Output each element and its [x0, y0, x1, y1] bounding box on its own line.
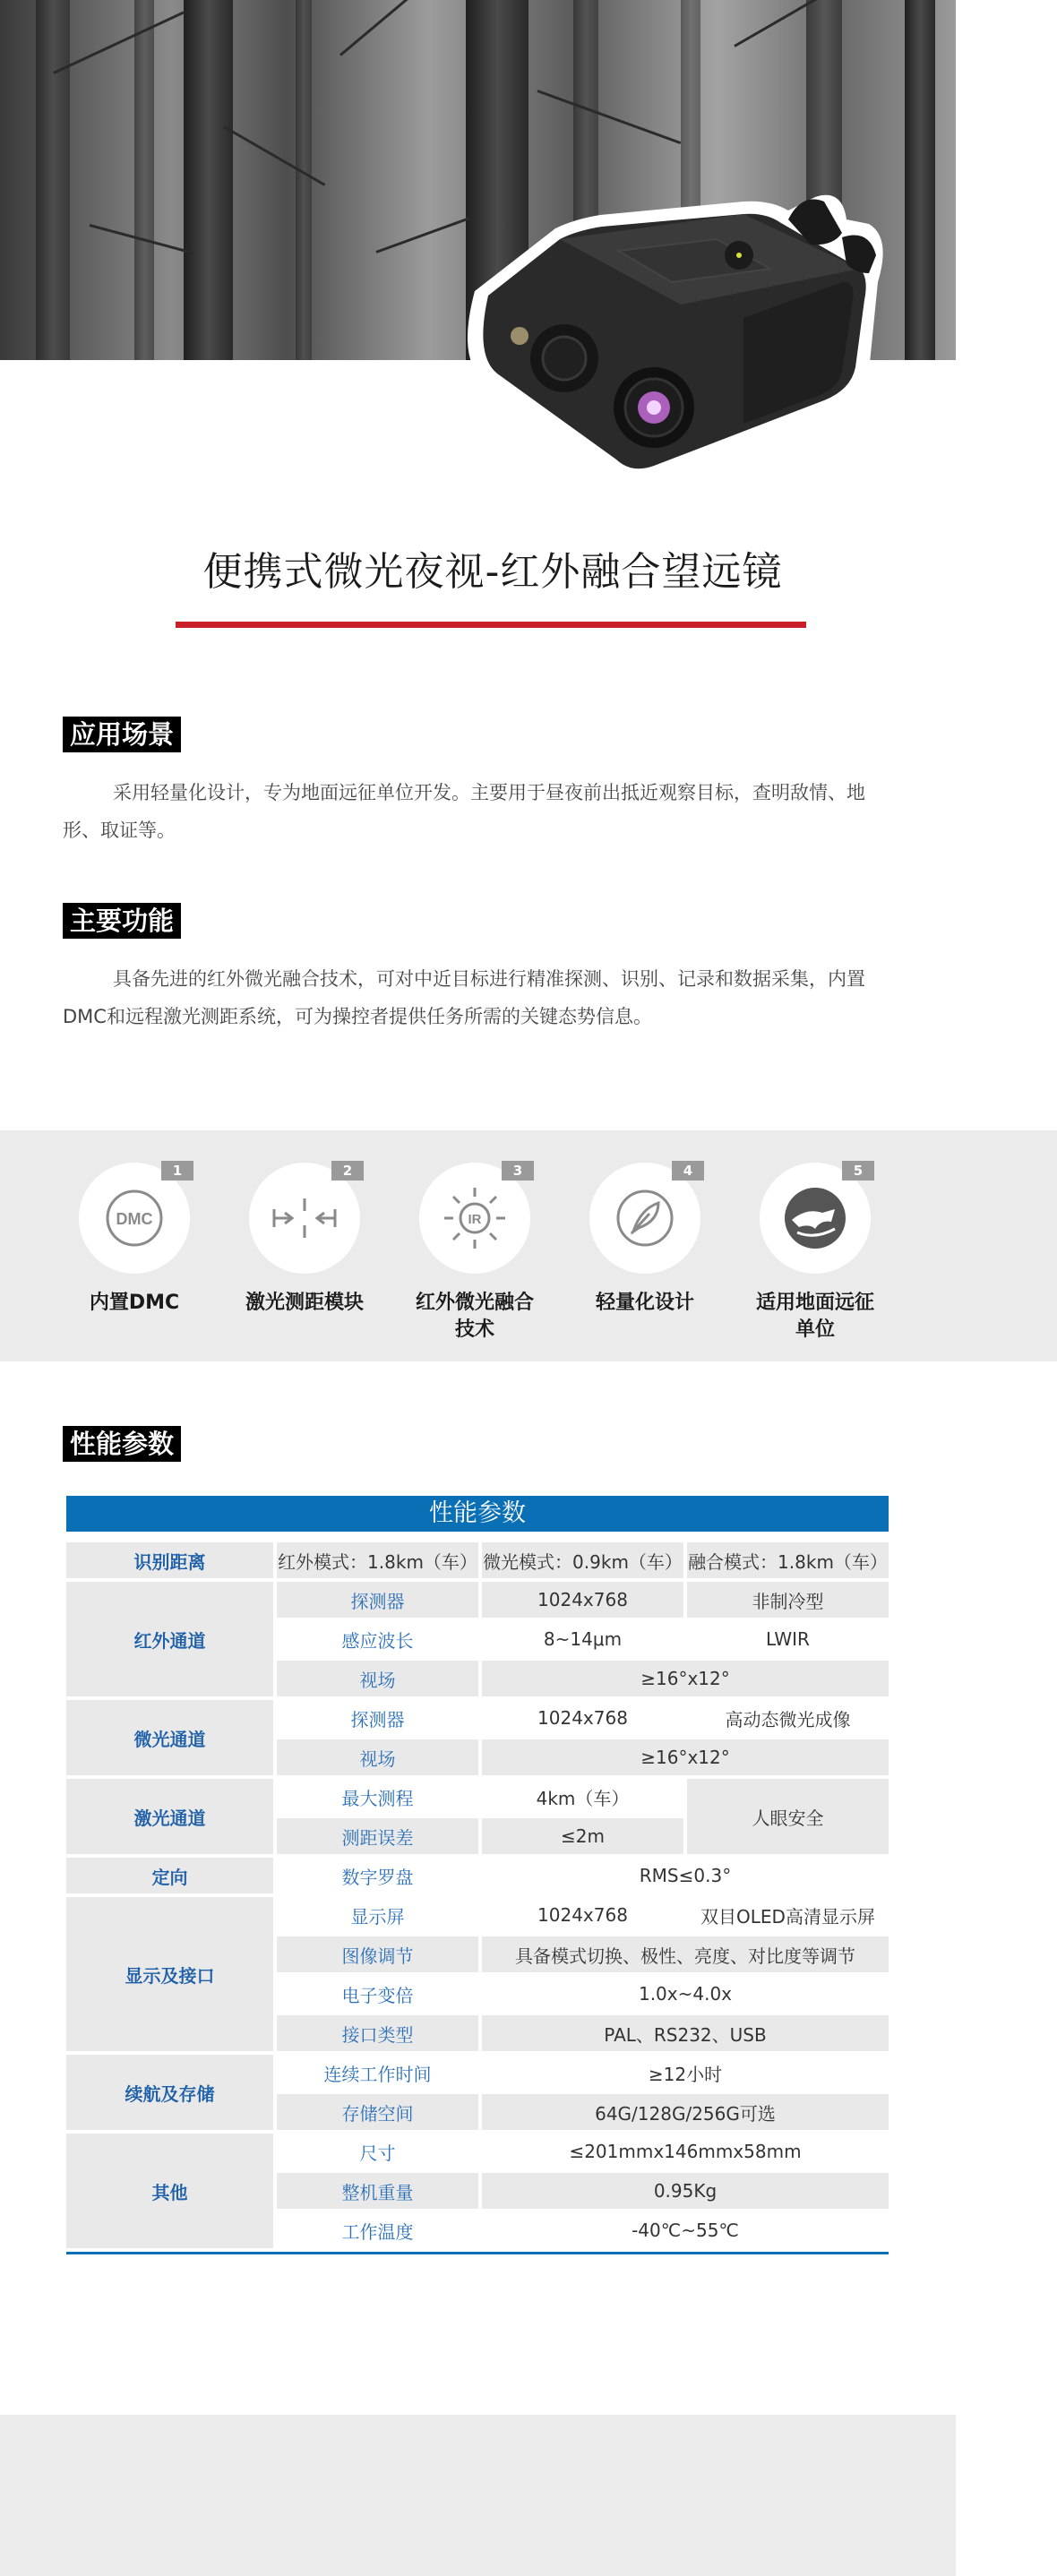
storage-value: 64G/128G/256G可选 — [482, 2094, 889, 2130]
spec-table-title: 性能参数 — [66, 1496, 889, 1532]
ll-fov-value: ≥16°x12° — [482, 1739, 889, 1775]
feature-number: 2 — [331, 1161, 364, 1181]
temp-label: 工作温度 — [341, 2220, 414, 2243]
cat-ll-channel: 微光通道 — [66, 1700, 273, 1775]
range-ll: 微光模式：0.9km（车） — [482, 1542, 683, 1578]
cat-orientation: 定向 — [66, 1858, 273, 1893]
feature-number: 5 — [842, 1161, 874, 1181]
feature-label: 激光测距模块 — [245, 1292, 364, 1314]
cat-laser-channel: 激光通道 — [66, 1779, 273, 1854]
ir-wavelength-v2: LWIR — [766, 1628, 810, 1650]
title-underline — [176, 622, 806, 628]
compass-value: RMS≤0.3° — [639, 1865, 732, 1886]
range-fusion: 融合模式：1.8km（车） — [687, 1542, 889, 1578]
dmc-icon — [79, 1163, 190, 1274]
table-bottom-rule — [66, 2252, 889, 2254]
cat-ir-channel: 红外通道 — [66, 1582, 273, 1696]
feature-label-line1: 红外微光融合 — [415, 1292, 534, 1314]
night-vision-device-image — [448, 184, 896, 484]
ir-fov-value: ≥16°x12° — [482, 1661, 889, 1696]
ir-fusion-icon — [419, 1163, 530, 1274]
ll-fov-label: 视场 — [277, 1739, 478, 1775]
bottom-band — [0, 2415, 956, 2576]
feature-item — [730, 1163, 900, 1344]
feature-item — [219, 1163, 390, 1317]
product-title: 便携式微光夜视-红外融合望远镜 — [202, 549, 783, 595]
image-adjust-value: 具备模式切换、极性、亮度、对比度等调节 — [482, 1936, 889, 1972]
weight-value: 0.95Kg — [482, 2173, 889, 2209]
laser-max-value: 4km（车） — [536, 1787, 630, 1809]
image-adjust-label: 图像调节 — [277, 1936, 478, 1972]
laser-max-label: 最大测程 — [341, 1787, 414, 1809]
laser-safety: 人眼安全 — [687, 1779, 889, 1854]
feature-label: 轻量化设计 — [595, 1292, 694, 1314]
temp-value: -40℃~55℃ — [632, 2220, 739, 2241]
feature-item — [390, 1163, 560, 1344]
cat-range: 识别距离 — [66, 1542, 273, 1578]
port-value: PAL、RS232、USB — [482, 2015, 889, 2051]
section-tag-function: 主要功能 — [63, 903, 181, 939]
feature-band — [0, 1130, 1057, 1361]
size-label: 尺寸 — [359, 2142, 396, 2164]
weight-label: 整机重量 — [277, 2173, 478, 2209]
port-label: 接口类型 — [277, 2015, 478, 2051]
laser-error-value: ≤2m — [482, 1818, 683, 1854]
work-time-value: ≥12小时 — [648, 2063, 723, 2085]
feature-label-line2: 技术 — [454, 1318, 494, 1341]
feature-item — [49, 1163, 219, 1317]
feature-label — [730, 1290, 900, 1344]
screen-label: 显示屏 — [350, 1905, 405, 1928]
feature-label-line2: 单位 — [795, 1318, 835, 1341]
dmc-icon-text: DMC — [116, 1210, 153, 1228]
ll-detector-v1: 1024x768 — [537, 1707, 628, 1729]
feature-label — [390, 1290, 560, 1344]
cat-display: 显示及接口 — [66, 1897, 273, 2051]
feature-number: 4 — [672, 1161, 704, 1181]
screen-v2: 双目OLED高清显示屏 — [700, 1905, 875, 1928]
function-description: 具备先进的红外微光融合技术，可对中近目标进行精准探测、识别、记录和数据采集，内置DMC和远程激光测距系统，可为操控者提供任务所需的关键态势信息。 — [63, 968, 865, 1027]
range-ir: 红外模式：1.8km（车） — [277, 1542, 478, 1578]
ir-fov-label: 视场 — [277, 1661, 478, 1696]
compass-label: 数字罗盘 — [341, 1866, 414, 1888]
ground-unit-icon — [760, 1163, 871, 1274]
size-value: ≤201mmx146mmx58mm — [569, 2141, 802, 2162]
feature-label-line1: 适用地面远征 — [755, 1292, 874, 1314]
ir-detector-v1: 1024x768 — [482, 1582, 683, 1618]
ir-wavelength-v1: 8~14μm — [543, 1628, 623, 1650]
ll-detector-label: 探测器 — [350, 1708, 405, 1730]
laser-range-icon — [249, 1163, 360, 1274]
feature-item — [560, 1163, 730, 1317]
section-tag-params: 性能参数 — [63, 1426, 181, 1462]
ir-detector-v2: 非制冷型 — [687, 1582, 889, 1618]
feather-icon — [589, 1163, 700, 1274]
ir-icon-text: IR — [468, 1212, 482, 1227]
feature-number: 1 — [161, 1161, 193, 1181]
scene-description: 采用轻量化设计，专为地面远征单位开发。主要用于昼夜前出抵近观察目标，查明敌情、地形、取证等。 — [63, 782, 865, 841]
zoom-value: 1.0x~4.0x — [638, 1983, 733, 2005]
ir-detector-label: 探测器 — [277, 1582, 478, 1618]
storage-label: 存储空间 — [277, 2094, 478, 2130]
work-time-label: 连续工作时间 — [323, 2063, 432, 2085]
ir-wavelength-label: 感应波长 — [341, 1629, 414, 1652]
zoom-label: 电子变倍 — [341, 1984, 414, 2006]
ll-detector-v2: 高动态微光成像 — [725, 1708, 851, 1730]
cat-other: 其他 — [66, 2134, 273, 2248]
laser-error-label: 测距误差 — [277, 1818, 478, 1854]
section-tag-scene: 应用场景 — [63, 717, 181, 752]
cat-endurance: 续航及存储 — [66, 2055, 273, 2130]
feature-label: 内置DMC — [89, 1292, 180, 1314]
screen-v1: 1024x768 — [537, 1904, 628, 1926]
feature-number: 3 — [502, 1161, 534, 1181]
